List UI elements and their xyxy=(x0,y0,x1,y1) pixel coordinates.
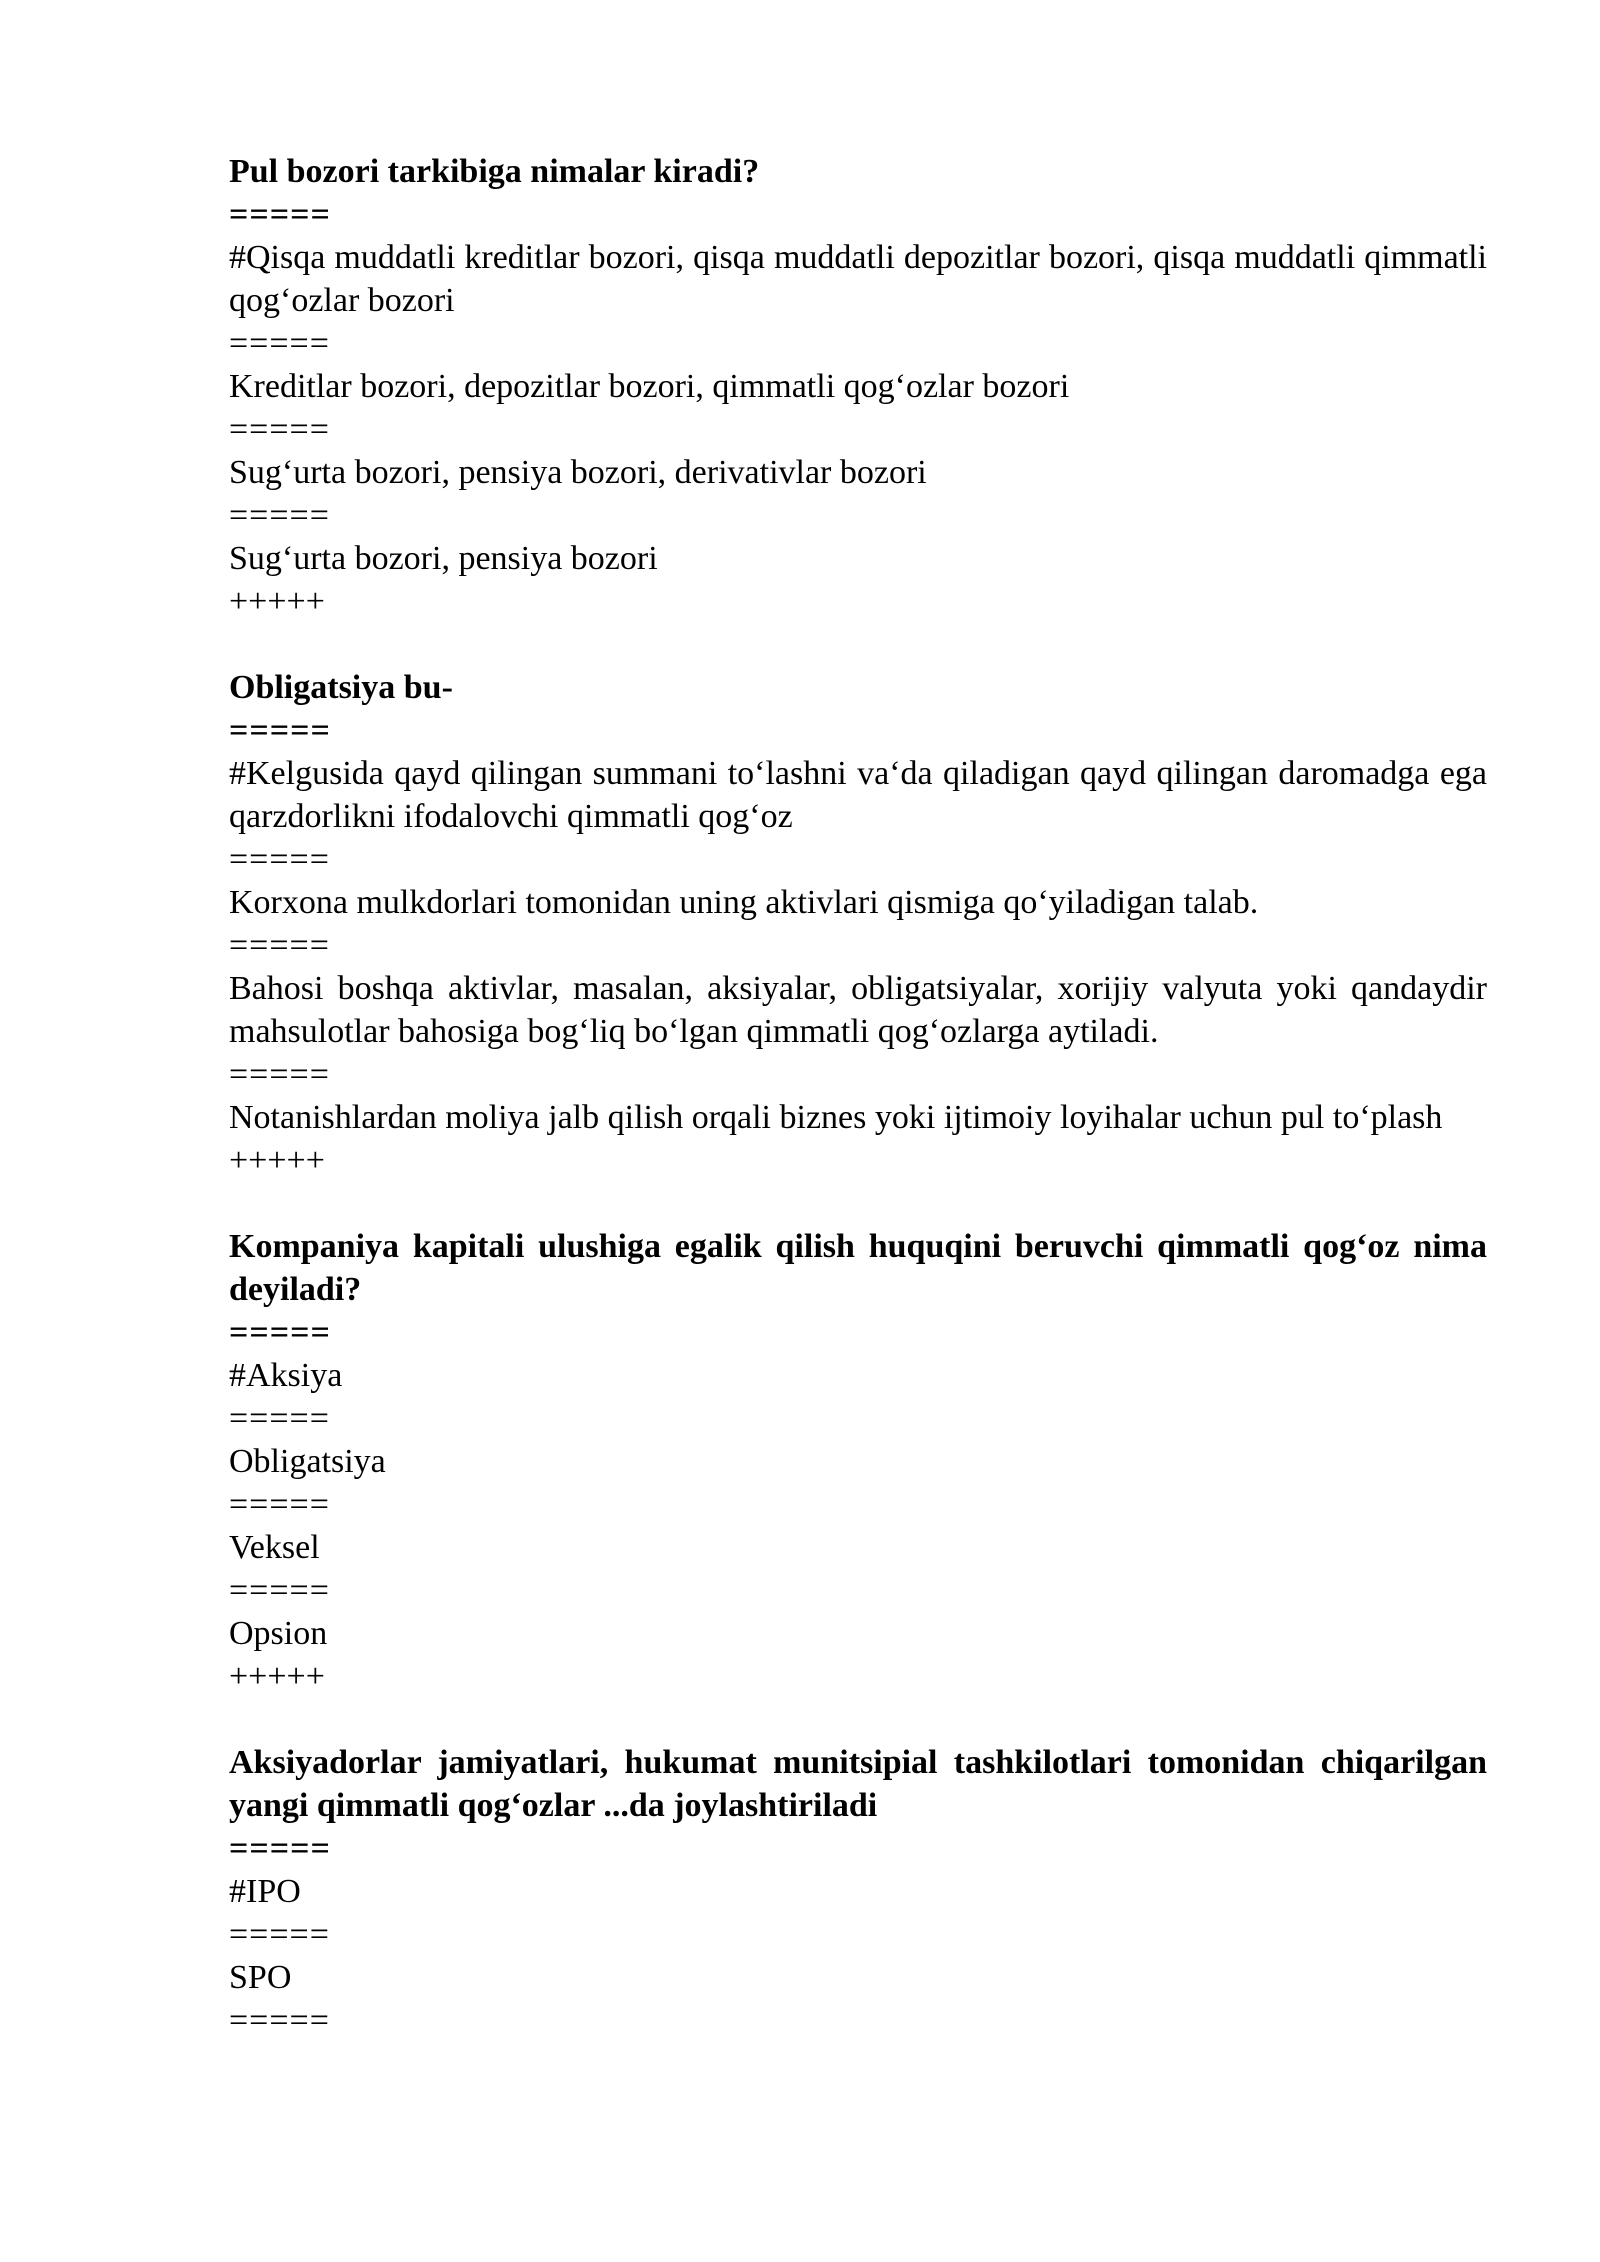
answer-option: #Qisqa muddatli kreditlar bozori, qisqa muddatli depozitlar bozori, qisqa muddatli qimmatli qog‘ozlar bozori xyxy=(229,239,1487,319)
answer-option: Korxona mulkdorlari tomonidan uning aktivlari qismiga qo‘yiladigan talab. xyxy=(229,884,1259,921)
option-separator: ===== xyxy=(229,1486,330,1523)
answer-option: Sug‘urta bozori, pensiya bozori xyxy=(229,540,658,577)
answer-option: #IPO xyxy=(229,1873,301,1910)
option-separator: ===== xyxy=(229,1056,330,1093)
answer-option: Obligatsiya xyxy=(229,1443,386,1480)
title-separator: ===== xyxy=(229,196,331,233)
option-separator: ===== xyxy=(229,2002,330,2039)
title-separator: ===== xyxy=(229,712,331,749)
answer-option: Kreditlar bozori, depozitlar bozori, qimmatli qog‘ozlar bozori xyxy=(229,368,1070,405)
title-separator: ===== xyxy=(229,1830,331,1867)
answer-option: Bahosi boshqa aktivlar, masalan, aksiyalar, obligatsiyalar, xorijiy valyuta yoki qandaydir mahsulotlar bahosiga bog‘liq bo‘lgan qimmatli qog‘ozlarga aytiladi. xyxy=(229,970,1487,1050)
answer-option: Veksel xyxy=(229,1529,320,1566)
option-separator: ===== xyxy=(229,841,330,878)
answer-option: #Kelgusida qayd qilingan summani to‘lashni va‘da qiladigan qayd qilingan daromadga ega qarzdorlikni ifodalovchi qimmatli qog‘oz xyxy=(229,755,1487,835)
question-end-marker: +++++ xyxy=(229,583,325,620)
question-1 xyxy=(229,150,1487,623)
option-separator: ===== xyxy=(229,1916,330,1953)
option-separator: ===== xyxy=(229,325,330,362)
answer-option: #Aksiya xyxy=(229,1357,343,1394)
question-end-marker: +++++ xyxy=(229,1658,325,1695)
answer-option: Notanishlardan moliya jalb qilish orqali biznes yoki ijtimoiy loyihalar uchun pul to‘plash xyxy=(229,1099,1443,1136)
question-title: Aksiyadorlar jamiyatlari, hukumat munitsipial tashkilotlari tomonidan chiqarilgan yangi qimmatli qog‘ozlar ...da joylashtiriladi xyxy=(229,1744,1487,1824)
answer-option: Opsion xyxy=(229,1615,328,1652)
answer-option: SPO xyxy=(229,1959,292,1996)
question-end-marker: +++++ xyxy=(229,1142,325,1179)
title-separator: ===== xyxy=(229,1314,331,1351)
question-4 xyxy=(229,1741,1487,2042)
document-page xyxy=(229,150,1487,2042)
question-title: Pul bozori tarkibiga nimalar kiradi? xyxy=(229,153,760,190)
option-separator: ===== xyxy=(229,927,330,964)
answer-option: Sug‘urta bozori, pensiya bozori, derivativlar bozori xyxy=(229,454,927,491)
option-separator: ===== xyxy=(229,1572,330,1609)
option-separator: ===== xyxy=(229,411,330,448)
question-title: Obligatsiya bu- xyxy=(229,669,453,706)
question-title: Kompaniya kapitali ulushiga egalik qilish huquqini beruvchi qimmatli qog‘oz nima deyiladi? xyxy=(229,1228,1487,1308)
option-separator: ===== xyxy=(229,1400,330,1437)
option-separator: ===== xyxy=(229,497,330,534)
question-2 xyxy=(229,666,1487,1182)
question-3 xyxy=(229,1225,1487,1698)
